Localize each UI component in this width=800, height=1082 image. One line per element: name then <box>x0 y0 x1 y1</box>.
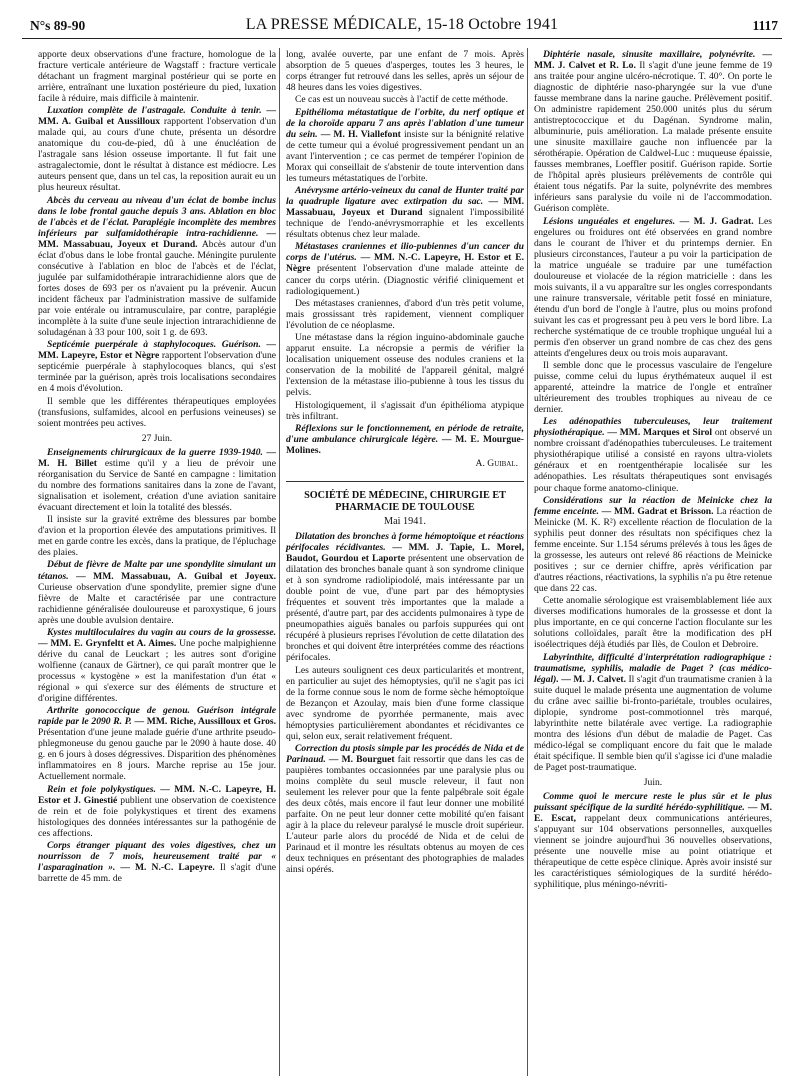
article-text: Curieuse observation d'une spondylite, premier signe d'une fièvre de Malte et caractérisée par une contracture rachidienne généralisée douloureuse et paroxystique, 6 jours après une double avulsion dentaire. <box>38 581 276 626</box>
article-authors: — MM. Massabuau, Joyeux et Durand. <box>38 227 276 250</box>
page-number: 1117 <box>752 18 778 33</box>
article-text: La réaction de Meinicke (M. K. R²) excellente réaction de floculation de la syphilis peut donner des résultats non spécifiques chez la femme enceinte. Sur 1.154 sérums prélevés à tous les âges de la grossesse, les auteurs ont relevé 86 réactions de Meinicke positives ; sur ce dernier chiffre, après vérification par d'autres réactions, réactivations, la syphilis n'a pu être retenue que dans 22 cas. <box>534 505 772 594</box>
article <box>534 416 772 493</box>
article-text: Une poche malpighienne dérive du canal de Leuckart ; les autres sont d'origine wolfienne (canaux de Gärtner), ce qui paraît montrer que le processus « kystogène » est la manifestation d'un état « régional » qui s'exerce sur des éléments de structure et d'origine différentes. <box>38 637 276 704</box>
column-divider <box>279 48 280 1076</box>
article-authors: — M. J. Gadrat. <box>679 215 754 227</box>
article-text: insiste sur la bénignité relative de cette tumeur qui a évolué progressivement pendant un an avant l'intervention ; ce cas permet de tempérer l'opinion de Morax qui conseillait de s'abstenir de toute intervention dans les tumeurs métastatiques de l'orbite. <box>286 128 524 184</box>
article-authors: — MM. N.-C. Lapeyre, H. Estor et E. Nègre <box>286 252 524 275</box>
article-title: Les adénopathies tuberculeuses, leur traitement physiothérapique. <box>534 416 772 439</box>
article-title: Luxation complète de l'astragale. Conduite à tenir. <box>47 105 262 117</box>
page-header <box>22 6 782 40</box>
article <box>38 195 276 338</box>
signature: A. Guibal. <box>475 457 518 469</box>
article-title: Correction du ptosis simple par les procédés de Nida et de Parinaud. <box>286 743 524 766</box>
article <box>286 743 524 875</box>
paragraph: Une métastase dans la région inguino-abdominale gauche apparut ensuite. La nécropsie a permis de vérifier la localisation uniquement osseuse des nodules craniens et la conservation de la mobilité de l'appareil génital, malgré l'extension de la métastase ilio-pubienne à tous les tissus du pelvis. <box>286 332 524 399</box>
article-authors: — MM. Gadrat et Brisson. <box>601 505 714 517</box>
article-authors: — MM. Marques et Sirol <box>607 427 713 439</box>
article <box>534 495 772 594</box>
article-title: Début de fièvre de Malte par une spondylite simulant un tétanos. <box>38 559 276 582</box>
paragraph: Il insiste sur la gravité extrême des blessures par bombe d'avion et la proportion élevée des amputations primitives. Il met en garde contre les excès, dans la pratique, de l'épluchage des plaies. <box>38 514 276 559</box>
article-title: Rein et foie polykystiques. <box>47 783 156 795</box>
paragraph: apporte deux observations d'une fracture, homologue de la fracture verticale antérieure de Wagstaff : fracture verticale détachant un fragment marginal postérieur qui se porte en arrière, entraînant une luxation postérieure du pied, luxation facile à réduire, mais difficile à maintenir. <box>38 49 276 105</box>
article-title: Lésions unguéales et engelures. <box>543 215 676 227</box>
article <box>38 339 276 394</box>
session-date: 27 Juin. <box>141 432 173 444</box>
article-authors: — M. Bourguet <box>328 754 395 766</box>
article-authors: — M. H. Viallefont <box>320 128 401 140</box>
article-text: signalent l'impossibilité technique de l'endo-anévrysmorraphie et les excellents résultats obtenus chez leur malade. <box>286 207 524 241</box>
article-authors: — MM. Massabuau, A. Guibal et Joyeux. <box>76 570 276 582</box>
article-authors: — MM. Massabuau, Joyeux et Durand <box>286 196 524 219</box>
article-text: publient une observation de coexistence de rein et de foie polykystiques et tirent des examens histologiques des données intéressantes sur la pathogénie de ces affections. <box>38 794 276 839</box>
society-heading <box>286 481 524 528</box>
article <box>286 423 524 456</box>
paragraph: Les auteurs soulignent ces deux particularités et montrent, en particulier au sujet des hémoptysies, qu'il ne s'agit pas ici de la forme connue sous le nom de forme sèche hémoptoïque de Bezançon et Azoulay, mais bien d'une forme classique avec syndrome de pyorrhée permanente, mais avec hémoptysies particulièrement abondantes et récidivantes ce qui, selon eux, serait relativement fréquent. <box>286 664 524 742</box>
article-authors: — MM. Lapeyre, Estor et Nègre <box>38 339 276 362</box>
article-text: Il s'agit d'une barrette de 45 mm. de <box>38 862 277 885</box>
paragraph: Ce cas est un nouveau succès à l'actif de cette méthode. <box>295 94 508 106</box>
header-rule <box>22 38 782 39</box>
article <box>286 531 524 663</box>
article-authors: — M. N.-C. Lapeyre. <box>120 862 215 874</box>
article-title: Enseignements chirurgicaux de la guerre 1939-1940. <box>47 446 263 458</box>
article-title: Diphtérie nasale, sinusite maxillaire, polynévrite. <box>543 49 756 60</box>
article-text: Il s'agit d'une jeune femme de 19 ans traitée pour angine ulcéro-nécrotique. T. 40°. On porte le diagnostic de diphtérie naso-pharyngée sur la vue d'une fausse membrane dans la narine gauche. Prélèvement positif. On administre rapidement 250.000 unités plus du sérum antistreptococcique et du Dagénan. Syndrome malin, albuminurie, puis amélioration. La malade présente ensuite une sinusite maxillaire gauche non influencée par la sérothérapie. Opération de Caldwel-Luc : muqueuse épaissie, fausses membranes, Loeffler positif. Guérison rapide. Sortie de l'hôpital après plusieurs prélèvements de contrôle qui étaient tous négatifs. Par la suite, polynévrite des membres inférieurs sans paralysie du voile ni de l'accommodation. Guérison complète. <box>534 60 772 215</box>
paragraph: Histologiquement, il s'agissait d'un épithélioma atypique très infiltrant. <box>286 399 524 422</box>
article <box>38 840 276 884</box>
article-text: estime qu'il y a lieu de prévoir une réorganisation du Service de Santé en campagne : limitation du nombre des formations sanitaires dans la zone de l'avant, signalisation et isolement, création d'une aviation sanitaire évacuant directement et loin la totalité des blessés. <box>38 457 276 513</box>
article-text: présentent l'observation d'une malade atteinte de cancer du corps utérin. (Diagnostic vérifié cliniquement et radiologiquement.) <box>286 263 524 297</box>
column-2 <box>286 49 524 877</box>
article-title: Considérations sur la réaction de Meinicke chez la femme enceinte. <box>534 494 772 517</box>
article-title: Kystes multiloculaires du vagin au cours de la grossesse. <box>47 626 276 638</box>
article-title: Labyrinthite, difficulté d'interprétation radiographique : traumatisme, syphilis, maladie de Paget ? (cas médico-légal). <box>534 651 772 685</box>
article-title: Septicémie puerpérale à staphylocoques. Guérison. <box>47 339 261 351</box>
session-date: Juin. <box>643 776 663 788</box>
article <box>286 185 524 240</box>
article <box>38 105 276 193</box>
article-text: Présentation d'une jeune malade guérie d'une arthrite pseudo-phlegmoneuse du genou gauche par le 2090 à haute dose. 40 g. en 6 jours à doses dégressives. Disparition des phénomènes inflammatoires en 8 jours. Marche reprise au 15e jour. Actuellement normale. <box>38 727 276 783</box>
article-title: Corps étranger piquant des voies digestives, chez un nourrisson de 7 mois, heureusement traité par « l'asparagination ». <box>38 840 276 874</box>
article-title: Métastases craniennes et ilio-pubiennes d'un cancer du corps de l'utérus. <box>286 241 524 264</box>
article <box>38 784 276 839</box>
article-text: Abcès autour d'un éclat d'obus dans le lobe frontal gauche. Méningite purulente consécutive à l'ablation en bloc de l'abcès et de l'éclat, jugulée par sulfamidothérapie intrarachidienne alors que de fortes doses de 693 per os n'avaient pu la prévenir. Aucun incident fâcheux par l'administration massive de sulfamide par voie entérale ou intramusculaire, par contre, paraplégie incomplète à la suite d'une seule injection intrarachidienne de soludagénan à 33 pour 100, soit 1 g. de 693. <box>38 238 277 338</box>
article-authors: — MM. E. Grynfeltt et A. Aimes. <box>38 637 177 649</box>
article-title: Réflexions sur le fonctionnement, en période de retraite, d'une ambulance chirurgicale légère. <box>286 422 524 445</box>
article-authors: — MM. A. Guibal et Aussilloux <box>38 105 276 128</box>
column-3 <box>534 49 772 891</box>
paragraph: Des métastases craniennes, d'abord d'un très petit volume, mais grossissant très rapidement, viennent compliquer l'évolution de ce néoplasme. <box>286 297 524 331</box>
article-text: Les engelures ou froidures ont été observées en grand nombre dans le courant de l'hiver et du printemps dernier. En plusieurs circonstances, l'auteur a pu voir la participation de la matrice unguéale se traduire par une tuméfaction douloureuse et violacée de la région matricielle : dans les mois suivants, il a vu apparaître sur les ongles correspondants une rainure transversale, véritable petit fossé en miniature, étendu d'un bord de l'ongle à l'autre, plus ou moins profond suivant les cas et progressant peu à peu vers le bord libre. La recherche systématique de ce trouble trophique unguéal lui a permis d'en observer un grand nombre de cas chez des gens atteints d'engelures deux ou trois mois auparavant. <box>534 215 772 359</box>
article <box>38 705 276 782</box>
article-title: Epithélioma métastatique de l'orbite, du nerf optique et de la choroïde apparu 7 ans après l'ablation d'une tumeur du sein. <box>286 106 524 140</box>
column-divider <box>527 48 528 1076</box>
column-1 <box>38 49 276 885</box>
article-authors: — M. E. Escat, <box>534 801 772 824</box>
article-text: Il s'agit d'un traumatisme cranien à la suite duquel le malade présenta une augmentation de volume du crâne avec saillie bi-fronto-pariétale, troubles oculaires, diplopie, syndrome post-commotionnel très marqué, labyrinthite nette bilatérale avec vertige. La radiographie montra des lésions d'un début de maladie de Paget. Cas médico-légal se compliquant encore du fait que le malade était spécifique. Il semble bien qu'il s'agisse ici d'une maladie de Paget post-traumatique. <box>534 673 772 773</box>
article-text: présentent une observation de dilatation des bronches banale quant à son syndrome clinique et à son syndrome radiolipiodolé, mais intéressante par un double point de vue, d'une part par des hémoptysies fréquentes et souvent très importantes que la malade a présenté, d'autre part, par des accidents pulmonaires à type de pneumopathies aiguës banales ou parfois suppurées qui ont récupéré à plusieurs reprises l'évolution de cette dilatation des bronches et qui doivent être interprétées comme des réactions périfocales. <box>286 553 524 664</box>
article <box>534 791 772 890</box>
article-authors: — MM. J. Calvet et R. Lo. <box>534 49 772 72</box>
article-title: Dilatation des bronches à forme hémoptoïque et réactions périfocales récidivantes. <box>286 531 524 554</box>
article <box>38 447 276 513</box>
article <box>286 241 524 296</box>
article-text: rapportent l'observation d'un malade qui, au cours d'une chute, présenta un désordre anatomique du cou-de-pied, dû à une énucléation de l'astragale sans lésion osseuse importante. Il fut fait une astragalectomie, dont le résultat à distance est médiocre. Les auteurs pensent que, dans un tel cas, la reposition aurait eu un plus heureux résultat. <box>38 116 276 194</box>
paragraph: Il semble donc que le processus vasculaire de l'engelure puisse, comme celui du lupus érythémateux auquel il est apparenté, atteindre la matrice de l'ongle et entraîner ultérieurement des troubles trophiques au niveau de ce dernier. <box>534 360 772 416</box>
article-authors: — MM. J. Tapie, L. Morel, Baudot, Gourdou et Laporte <box>286 542 524 565</box>
article-authors: — MM. Riche, Aussilloux et Gros. <box>134 716 276 728</box>
journal-title: LA PRESSE MÉDICALE, 15-18 Octobre 1941 <box>245 16 559 33</box>
paragraph: Cette anomalie sérologique est vraisemblablement liée aux diverses modifications humorales de la grossesse et dont la plus importante, en ce qui concerne l'action floculante sur les solutions colloïdales, paraît être la modification des pH isoélectriques déjà étudiés par Ilès, de Coulon et Debroire. <box>534 595 772 651</box>
issue-number: N°s 89-90 <box>30 18 86 33</box>
article-text: rapportent l'observation d'une septicémie puerpérale à staphylocoques blancs, qui s'est terminée par la guérison, après trois localisations secondaires en 4 mois d'évolution. <box>38 350 276 395</box>
article <box>38 627 276 704</box>
article-authors: — MM. N.-C. Lapeyre, H. Estor et J. Ginestié <box>38 783 276 806</box>
article-title: Arthrite gonococcique de genou. Guérison intégrale rapide par le 2090 R. P. <box>38 705 276 728</box>
article-authors: — M. E. Mourgue-Molines. <box>286 433 524 456</box>
article-text: ont observé un nombre croissant d'adénopathies tuberculeuses. Le traitement physiothérapique utilisé a consisté en rayons ultra-violets généraux et en roentgenthérapie localisée sur les adénopathies. Les résultats thérapeutiques sont envisagés pour chaque forme anatomo-clinique. <box>534 427 772 494</box>
paragraph: Il semble que les différentes thérapeutiques employées (transfusions, sulfamides, alcool en perfusions veineuses) se soient montrées peu actives. <box>38 395 276 429</box>
session-date: Mai 1941. <box>384 515 426 527</box>
article <box>534 49 772 214</box>
article <box>286 107 524 184</box>
article-text: fait ressortir que dans les cas de paupières tombantes occasionnées par une paralysie plus ou moins complète du seul muscle releveur, il faut non seulement les relever pour que la fente palpébrale soit égale des deux côtés, mais encore il faut leur donner une mobilité parfaite. On ne peut leur donner cette mobilité qu'en faisant agir à la place du releveur paralysé le muscle droit supérieur. L'auteur parle alors du procédé de Nida et de celui de Parinaud et il montre les résultats obtenus au moyen de ces deux techniques en présentant des photographies de malades ainsi opérés. <box>286 754 524 876</box>
article <box>534 216 772 359</box>
article <box>38 559 276 625</box>
article-title: Anévrysme artério-veineux du canal de Hunter traité par la quadruple ligature avec extirpation du sac. <box>286 185 524 208</box>
article-title: Abcès du cerveau au niveau d'un éclat de bombe inclus dans le lobe frontal gauche depuis 3 ans. Ablation en bloc de l'abcès et de l'éclat. Paraplégie incomplète des membres inférieurs par sulfamidothérapie intra-rachidienne. <box>38 194 276 239</box>
article-authors: — M. J. Calvet. <box>561 673 626 685</box>
paragraph: long, avalée ouverte, par une enfant de 7 mois. Après absorption de 5 queues d'asperges, toutes les 3 heures, le corps étranger fut retrouvé dans les selles, après un séjour de 48 heures dans les voies digestives. <box>286 49 524 94</box>
article-text: rappelant deux communications antérieures, s'appuyant sur 104 observations personnelles, auxquelles viennent se joindre aujourd'hui 36 nouvelles observations, présente une nouvelle mise au point otiatrique et thérapeutique de cette espèce clinique. Après avoir insisté sur les caractéristiques sémiologiques de la surdité hérédo-syphilitique, plus méningo-névriti- <box>534 812 772 890</box>
article-authors: — M. H. Billet <box>38 446 276 469</box>
article <box>534 652 772 773</box>
society-title: SOCIÉTÉ DE MÉDECINE, CHIRURGIE ET PHARMACIE DE TOULOUSE <box>304 489 506 514</box>
article-title: Comme quoi le mercure reste le plus sûr et le plus puissant spécifique de la surdité hérédo-syphilitique. <box>534 790 772 813</box>
